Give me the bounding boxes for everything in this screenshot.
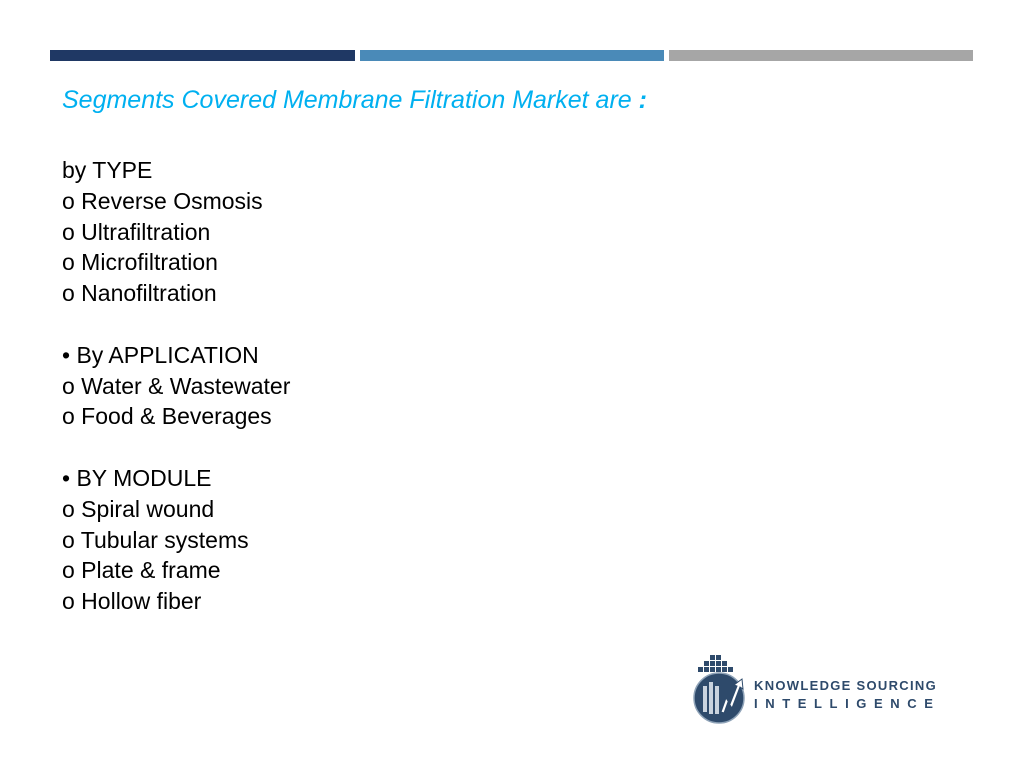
section-spacer: [62, 432, 662, 463]
list-item: o Nanofiltration: [62, 280, 217, 307]
list-item: o Food & Beverages: [62, 403, 272, 430]
section-heading-module: • BY MODULE: [62, 464, 212, 491]
section-heading-application: • By APPLICATION: [62, 341, 259, 368]
logo-text-line1: KNOWLEDGE SOURCING: [754, 678, 938, 693]
segment-list: [62, 155, 662, 617]
list-item: o Water & Wastewater: [62, 372, 291, 399]
section-heading-type: by TYPE: [62, 157, 153, 183]
list-item: o Ultrafiltration: [62, 218, 211, 245]
list-item: o Reverse Osmosis: [62, 187, 263, 214]
accent-bar-gray: [669, 50, 973, 61]
slide-title-colon: :: [638, 86, 647, 114]
list-item: o Hollow fiber: [62, 588, 202, 615]
list-item: o Plate & frame: [62, 557, 221, 584]
section-spacer: [62, 309, 662, 340]
list-item: o Microfiltration: [62, 249, 218, 276]
company-logo: [690, 650, 941, 730]
slide-title: [62, 84, 647, 116]
list-item: o Spiral wound: [62, 495, 215, 522]
logo-text-line2: INTELLIGENCE: [754, 696, 941, 711]
list-item: o Tubular systems: [62, 526, 249, 553]
accent-bar-blue: [360, 50, 664, 61]
accent-bar-dark: [50, 50, 355, 61]
header-accent-bars: [50, 50, 973, 61]
slide-title-text: Segments Covered Membrane Filtration Market are: [62, 86, 632, 114]
logo-emblem-icon: [690, 650, 752, 728]
